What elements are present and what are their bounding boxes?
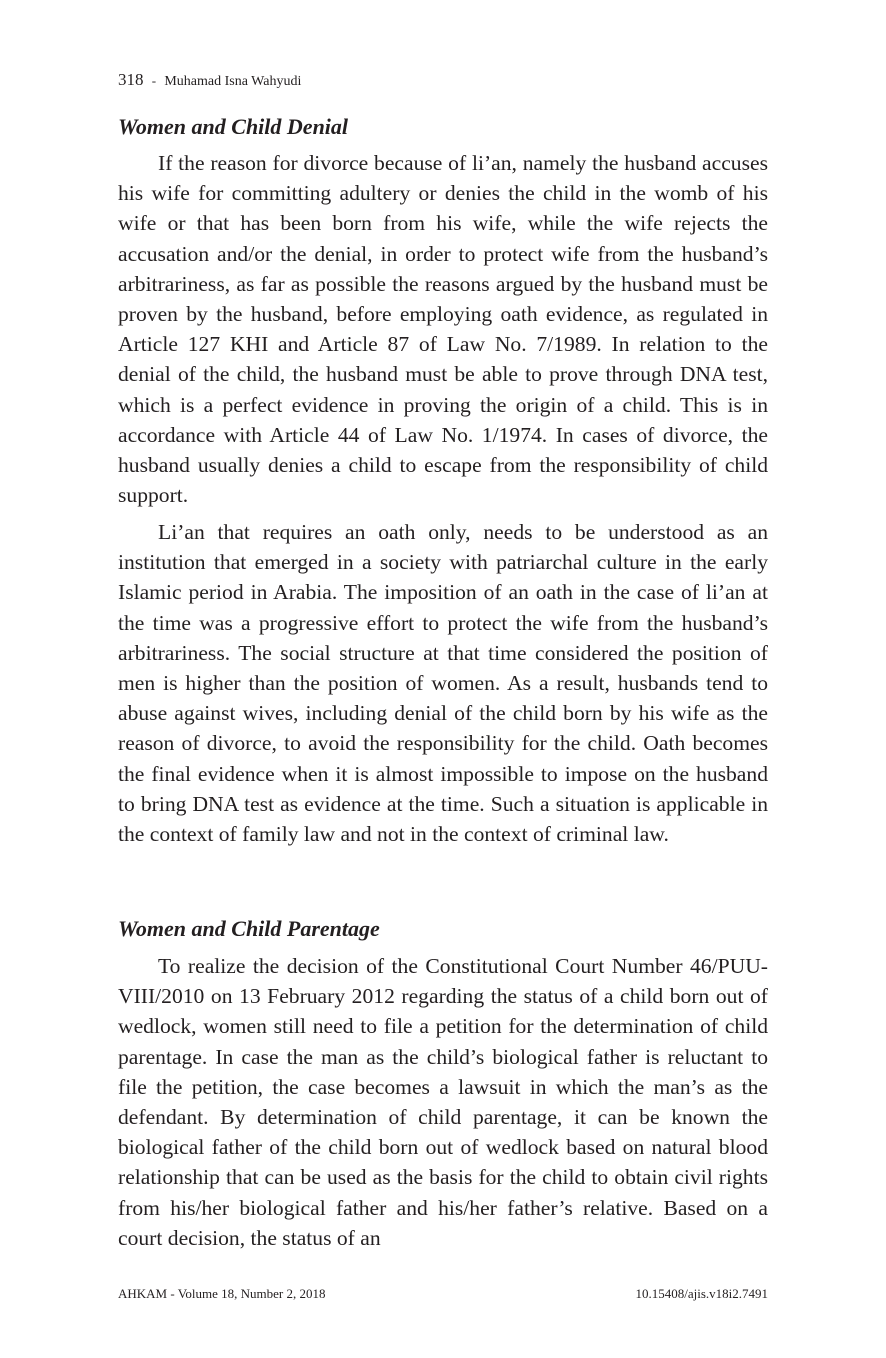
- page-number: 318: [118, 70, 144, 89]
- running-head: [118, 70, 301, 92]
- paragraph-parentage-1: To realize the decision of the Constitutional Court Number 46/PUU-VIII/2010 on 13 February 2012 regarding the status of a child born out of wedlock, women still need to file a petition for the determination of child parentage. In case the man as the child’s biological father is reluctant to file the petition, the case becomes a lawsuit in which the man’s as the defendant. By determination of child parentage, it can be known the biological father of the child born out of wedlock based on natural blood relationship that can be used as the basis for the child to obtain civil rights from his/her biological father and his/her father’s relative. Based on a court decision, the status of an: [118, 954, 768, 1250]
- author-name: Muhamad Isna Wahyudi: [164, 74, 302, 89]
- section-heading-parentage: Women and Child Parentage: [118, 916, 380, 941]
- footer-journal: AHKAM - Volume 18, Number 2, 2018: [118, 1286, 326, 1301]
- footer-doi: 10.15408/ajis.v18i2.7491: [635, 1286, 768, 1301]
- paragraph-denial-2: Li’an that requires an oath only, needs to be understood as an institution that emerged in a society with patriarchal culture in the early Islamic period in Arabia. The imposition of an oath in the case of li’an at the time was a progressive effort to protect the wife from the husband’s arbitrariness. The social structure at that time considered the position of men is higher than the position of women. As a result, husbands tend to abuse against wives, including denial of the child born by his wife as the reason of divorce, to avoid the responsibility for the child. Oath becomes the final evidence when it is almost impossible to impose on the husband to bring DNA test as evidence at the time. Such a situation is applicable in the context of family law and not in the context of criminal law.: [118, 520, 768, 847]
- paragraph-denial-1: If the reason for divorce because of li’an, namely the husband accuses his wife for committing adultery or denies the child in the womb of his wife or that has been born from his wife, while the wife rejects the accusation and/or the denial, in order to protect wife from the husband’s arbitrariness, as far as possible the reasons argued by the husband must be proven by the husband, before employing oath evidence, as regulated in Article 127 KHI and Article 87 of Law No. 7/1989. In relation to the denial of the child, the husband must be able to prove through DNA test, which is a perfect evidence in proving the origin of a child. This is in accordance with Article 44 of Law No. 1/1974. In cases of divorce, the husband usually denies a child to escape from the responsibility of child support.: [118, 151, 768, 508]
- section-heading-denial: Women and Child Denial: [118, 114, 349, 139]
- header-separator: -: [151, 73, 157, 88]
